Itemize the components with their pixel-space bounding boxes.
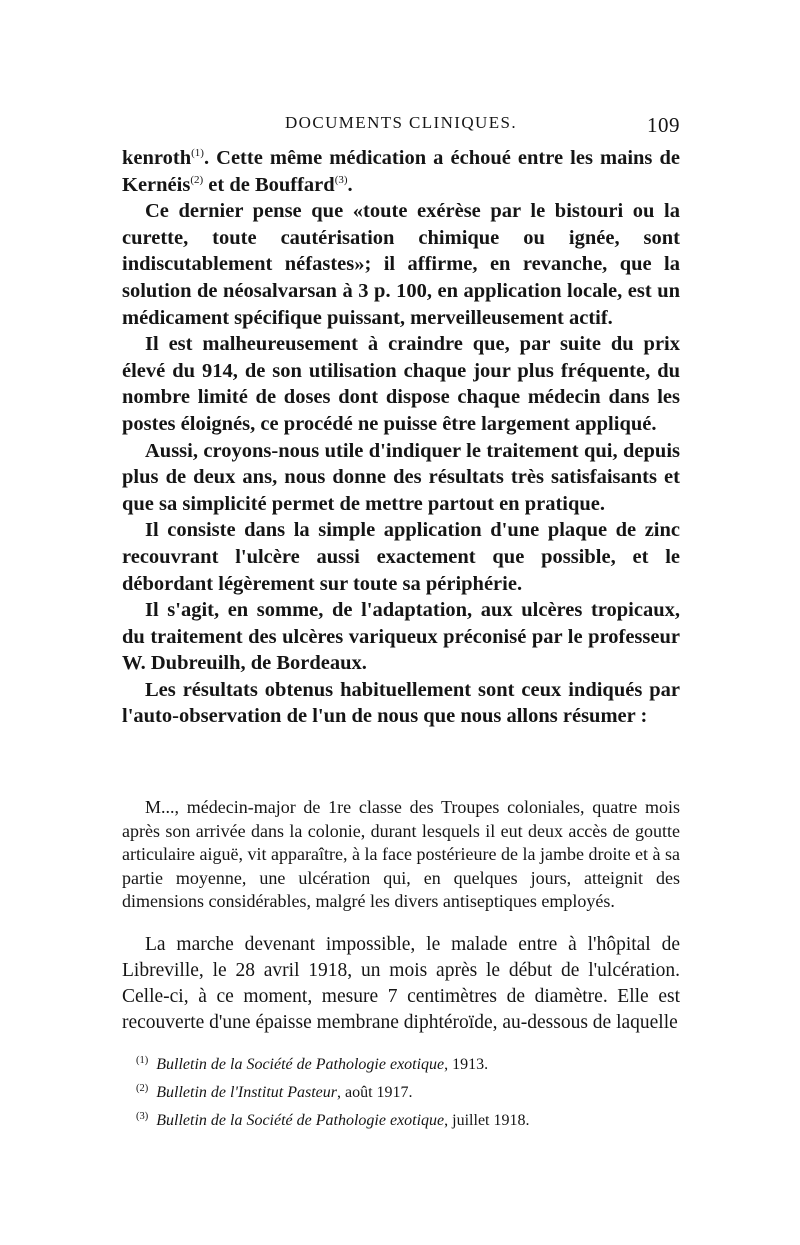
footnote-1	[136, 1049, 676, 1077]
footnote-ref-3: (3)	[334, 173, 348, 186]
footnote-marker: (2)	[136, 1083, 149, 1094]
page-number: 109	[647, 113, 680, 137]
text-run: kenroth	[122, 147, 192, 169]
footnote-title: Bulletin de l'Institut Pasteur	[156, 1084, 337, 1101]
footnote-title: Bulletin de la Société de Pathologie exotique	[156, 1056, 445, 1073]
running-head	[122, 113, 680, 139]
running-title: DOCUMENTS CLINIQUES.	[285, 113, 517, 132]
observation-text	[122, 796, 680, 914]
footnote-detail: , août 1917.	[336, 1084, 413, 1101]
observation-paragraph: La marche devenant impossible, le malade entre à l'hôpital de Libreville, le 28 avril 1918, un mois après le début de l'ulcération. Celle-ci, à ce moment, mesure 7 centimètres de diamètre. Elle est recouverte d'une épaisse membrane diphtéroïde, au-dessous de laquelle	[122, 934, 680, 1033]
footnote-detail: , juillet 1918.	[444, 1112, 530, 1129]
footnote-title: Bulletin de la Société de Pathologie exotique	[156, 1112, 445, 1129]
observation-paragraph: M..., médecin-major de 1re classe des Troupes coloniales, quatre mois après son arrivée dans la colonie, durant lesquels il eut deux accès de goutte articulaire aiguë, vit apparaître, à la face postérieure de la jambe droite et à sa partie moyenne, une ulcération qui, en quelques jours, atteignit des dimensions considérables, malgré les divers antiseptiques employés.	[122, 797, 680, 912]
text-run: . Cette même médication a échoué entre les mains de Kernéis	[122, 147, 680, 196]
footnote-ref-2: (2)	[190, 173, 204, 186]
footnote-marker: (1)	[136, 1055, 149, 1066]
paragraph-continuation	[122, 145, 680, 198]
footnotes	[136, 1049, 676, 1133]
observation-continuation	[122, 932, 680, 1036]
text-run: et de Bouffard	[203, 173, 335, 196]
footnote-2	[136, 1077, 676, 1105]
paragraph: Ce dernier pense que «toute exérèse par le bistouri ou la curette, toute cautérisation chimique ou ignée, sont indiscutablement néfastes»; il affirme, en revanche, que la solution de néosalvarsan à 3 p. 100, en application locale, est un médicament spécifique puissant, merveilleusement actif.	[122, 200, 680, 329]
footnote-ref-1: (1)	[191, 147, 204, 159]
paragraph: Il s'agit, en somme, de l'adaptation, aux ulcères tropicaux, du traitement des ulcères variqueux préconisé par le professeur W. Dubreuilh, de Bordeaux.	[122, 599, 680, 675]
footnote-detail: , 1913.	[444, 1056, 489, 1073]
paragraph: Les résultats obtenus habituellement sont ceux indiqués par l'auto-observation de l'un de nous que nous allons résumer :	[122, 678, 680, 728]
paragraph: Il est malheureusement à craindre que, par suite du prix élevé du 914, de son utilisation chaque jour plus fréquente, du nombre limité de doses dont dispose chaque médecin dans les postes éloignés, ce procédé ne puisse être largement appliqué.	[122, 333, 680, 435]
paragraph: Aussi, croyons-nous utile d'indiquer le traitement qui, depuis plus de deux ans, nous donne des résultats très satisfaisants et que sa simplicité permet de mettre partout en pratique.	[122, 439, 680, 515]
paragraph: Il consiste dans la simple application d'une plaque de zinc recouvrant l'ulcère aussi exactement que possible, et le débordant légèrement sur toute sa périphérie.	[122, 519, 680, 595]
text-run: .	[347, 173, 353, 196]
main-text	[122, 145, 680, 730]
footnote-marker: (3)	[136, 1111, 149, 1122]
footnote-3	[136, 1105, 676, 1133]
